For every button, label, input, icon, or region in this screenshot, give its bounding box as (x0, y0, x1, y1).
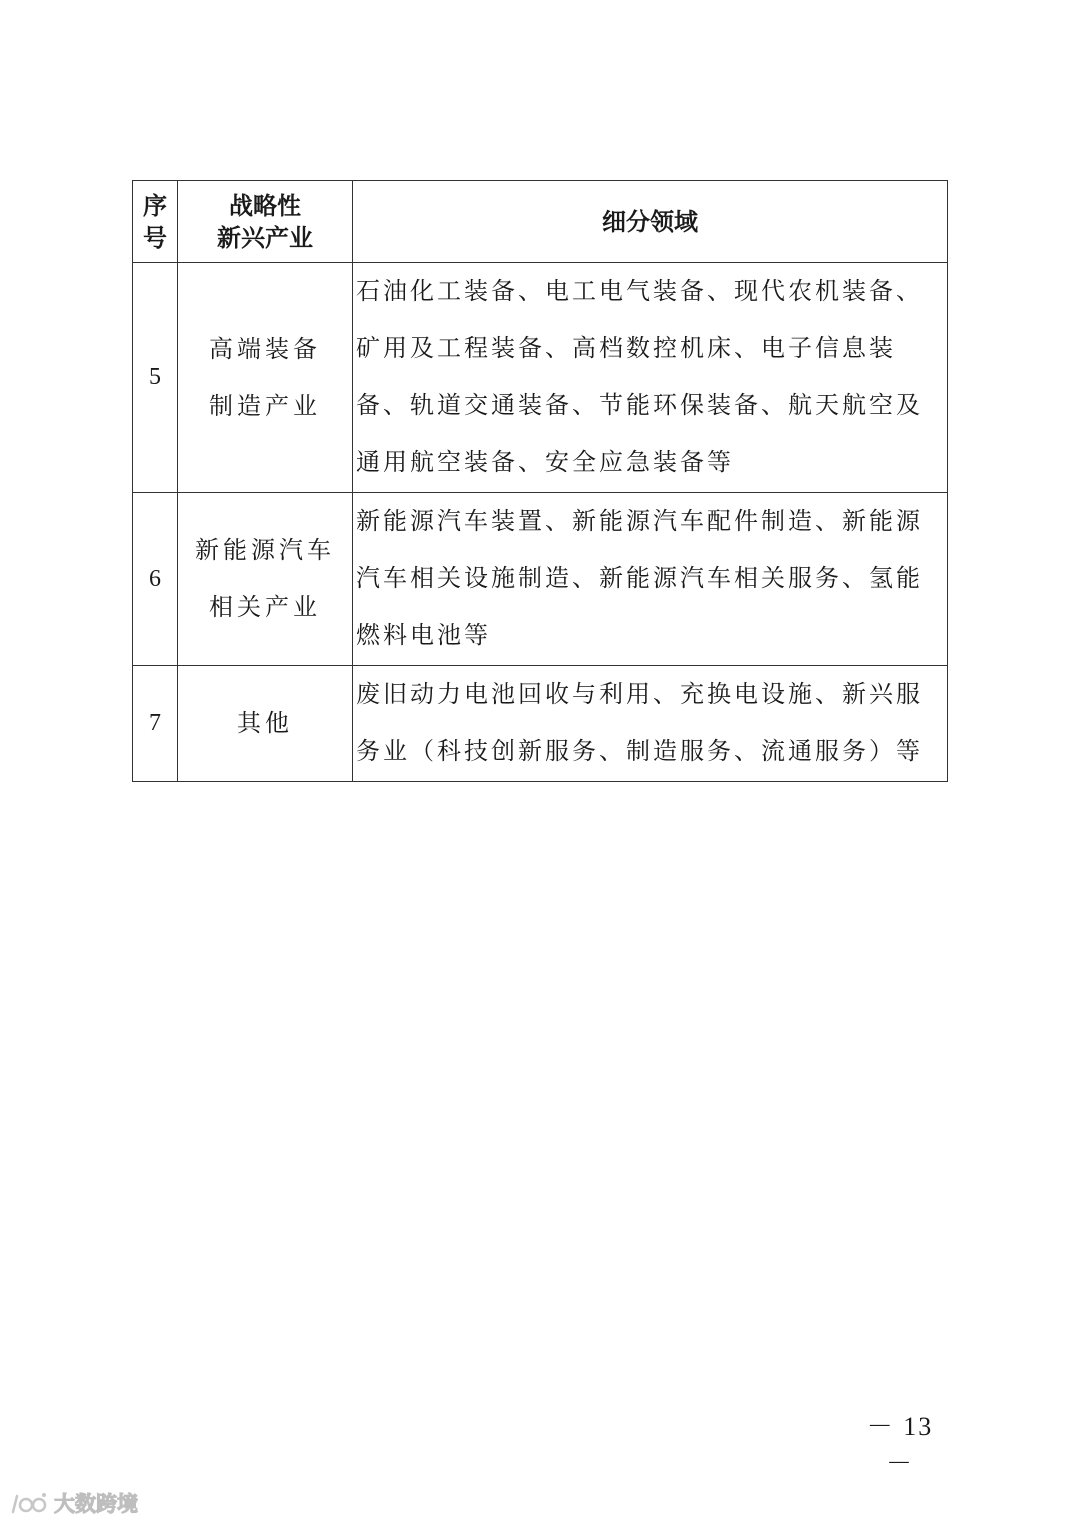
row-seq: 6 (133, 493, 178, 666)
header-industry-line2: 新兴产业 (217, 223, 313, 252)
header-seq (133, 181, 178, 263)
watermark-text: 大数跨境 (54, 1492, 138, 1516)
industry-table (132, 180, 948, 782)
header-industry (178, 181, 353, 263)
header-subfield: 细分领域 (353, 181, 948, 263)
watermark-logo-icon (10, 1490, 48, 1516)
table-row (133, 666, 948, 782)
row-industry-line1: 其他 (237, 709, 293, 737)
header-seq-line2: 号 (143, 223, 167, 252)
row-industry (178, 666, 353, 782)
watermark (10, 1488, 138, 1518)
table-header-row (133, 181, 948, 263)
row-seq: 7 (133, 666, 178, 782)
header-seq-line1: 序 (143, 191, 167, 220)
row-industry-line2: 相关产业 (209, 593, 321, 621)
row-industry-line1: 新能源汽车 (195, 536, 335, 564)
row-subfields: 新能源汽车装置、新能源汽车配件制造、新能源汽车相关设施制造、新能源汽车相关服务、氢能燃料电池等 (353, 493, 948, 666)
header-industry-line1: 战略性 (229, 191, 301, 220)
page-number: － 13 － (866, 1412, 934, 1478)
row-subfields: 石油化工装备、电工电气装备、现代农机装备、矿用及工程装备、高档数控机床、电子信息装备、轨道交通装备、节能环保装备、航天航空及通用航空装备、安全应急装备等 (353, 263, 948, 493)
table-row (133, 263, 948, 493)
row-industry-line1: 高端装备 (209, 334, 321, 363)
row-seq: 5 (133, 263, 178, 493)
table-row (133, 493, 948, 666)
row-industry (178, 263, 353, 493)
row-industry-line2: 制造产业 (209, 391, 321, 420)
row-subfields: 废旧动力电池回收与利用、充换电设施、新兴服务业（科技创新服务、制造服务、流通服务）等 (353, 666, 948, 782)
row-industry (178, 493, 353, 666)
